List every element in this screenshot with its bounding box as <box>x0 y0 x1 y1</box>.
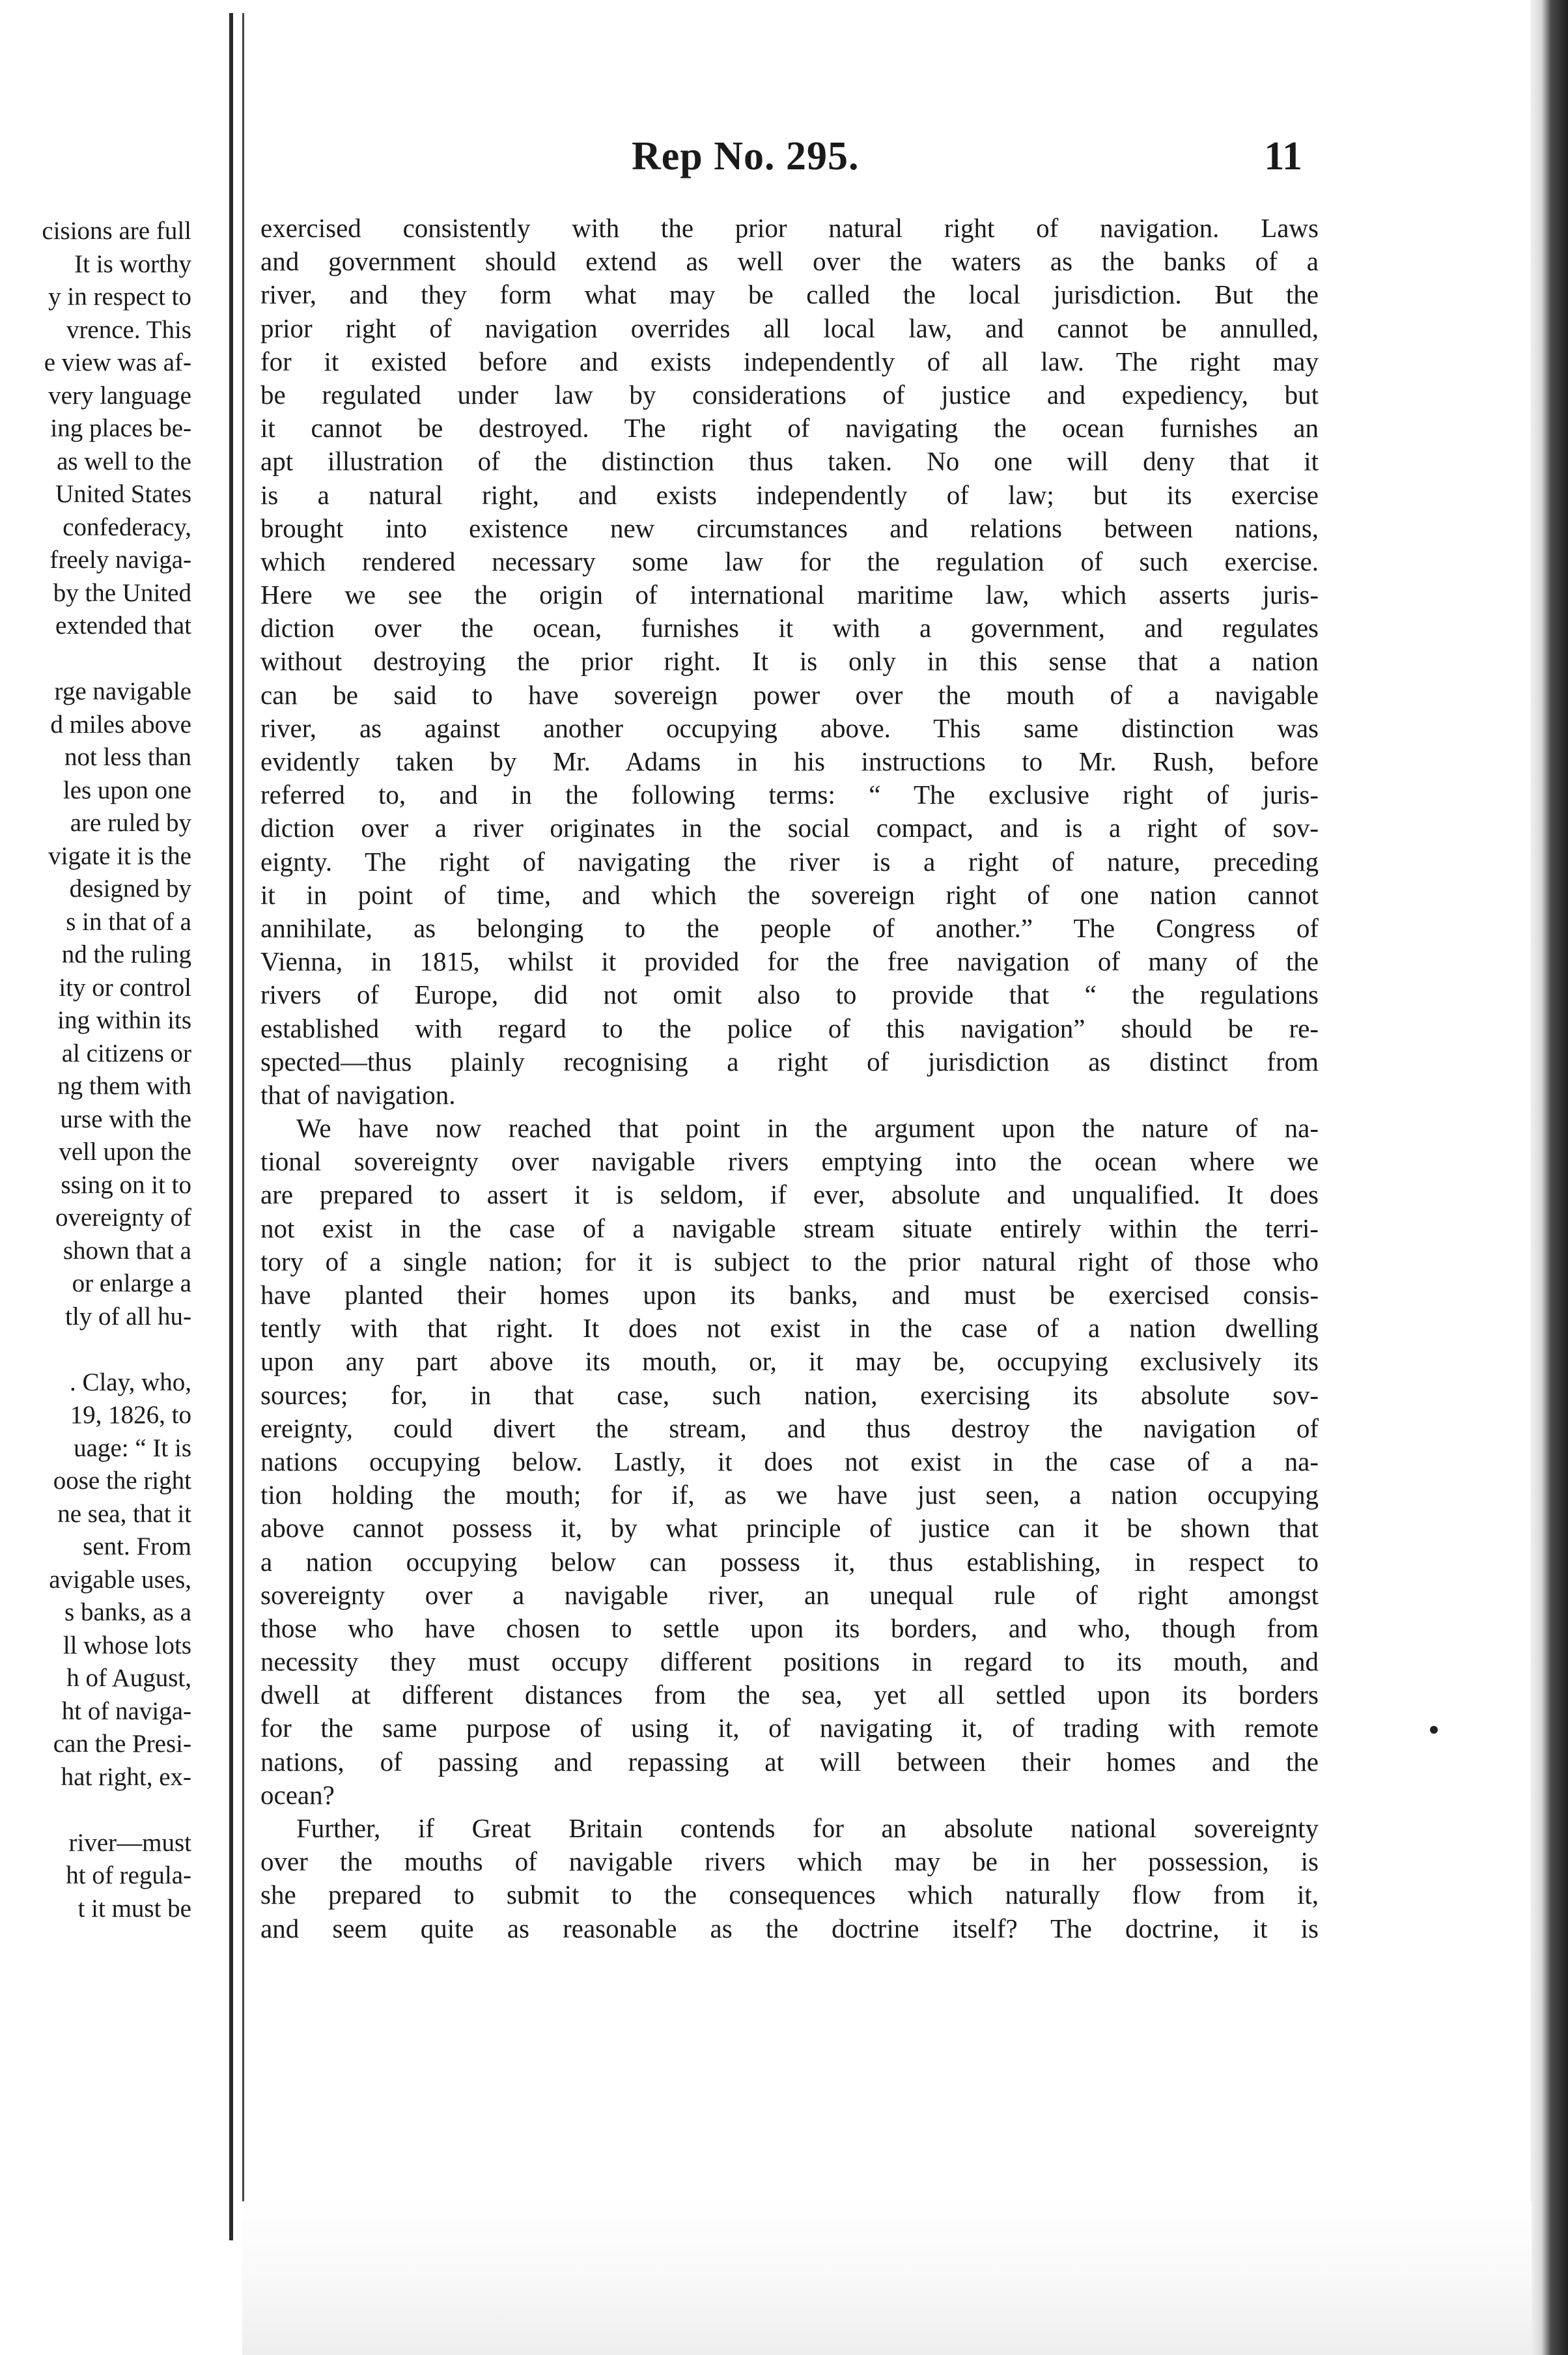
text-line: it cannot be destroyed. The right of navigating the ocean furnishes an <box>260 413 1319 444</box>
text-line: sovereignty over a navigable river, an unequal rule of right amongst <box>260 1579 1319 1610</box>
left-fragment-line: ng them with <box>57 1072 191 1100</box>
left-fragment-line: or enlarge a <box>72 1269 191 1297</box>
left-fragment-line: h of August, <box>66 1664 191 1692</box>
left-fragment-line: vrence. This <box>66 315 191 344</box>
text-line: without destroying the prior right. It is only in this sense that a nation <box>260 646 1319 677</box>
left-fragment-line: sent. From <box>83 1532 191 1560</box>
text-line: prior right of navigation overrides all local law, and cannot be annulled, <box>260 313 1319 343</box>
text-line: can be said to have sovereign power over the mouth of a navigable <box>260 679 1319 710</box>
left-fragment-line: are ruled by <box>70 809 191 837</box>
left-fragment-line: designed by <box>69 875 191 903</box>
left-fragment-line: United States <box>55 480 191 508</box>
running-header <box>632 134 1302 186</box>
left-fragment-line: d miles above <box>50 710 191 739</box>
left-fragment-line: ne sea, that it <box>57 1499 191 1528</box>
text-line: Further, if Great Britain contends for an absolute national sovereignty <box>296 1813 1319 1843</box>
text-line: brought into existence new circumstances and relations between nations, <box>260 513 1319 543</box>
left-fragment-line <box>0 643 195 676</box>
paragraph <box>260 1812 1319 1945</box>
left-fragment-line: avigable uses, <box>49 1565 191 1594</box>
text-line: not exist in the case of a navigable stream situate entirely within the terri- <box>260 1213 1319 1243</box>
text-line: upon any part above its mouth, or, it may be, occupying exclusively its <box>260 1346 1319 1377</box>
left-fragment-line: 19, 1826, to <box>70 1401 191 1429</box>
text-line: those who have chosen to settle upon its borders, and who, though from <box>260 1613 1319 1643</box>
left-fragment-line: very language <box>48 381 191 410</box>
report-title: Rep No. 295. <box>632 134 860 178</box>
left-fragment-line: ht of regula- <box>66 1861 191 1889</box>
left-fragment-line: overeignty of <box>55 1204 191 1232</box>
left-fragment-line: t it must be <box>77 1894 191 1923</box>
page-number: 11 <box>1264 134 1302 178</box>
text-line: tory of a single nation; for it is subject to the prior natural right of those who <box>260 1246 1319 1276</box>
left-fragment-line: by the United <box>53 578 191 607</box>
text-line: nations, of passing and repassing at will between their homes and the <box>260 1746 1319 1777</box>
left-fragment-line: ll whose lots <box>63 1631 191 1659</box>
text-line: which rendered necessary some law for the regulation of such exercise. <box>260 546 1319 576</box>
left-fragment-line: urse with the <box>60 1105 191 1133</box>
text-line: be regulated under law by considerations of justice and expediency, but <box>260 379 1319 410</box>
left-fragment-line: vigate it is the <box>48 841 191 870</box>
left-fragment-line: les upon one <box>63 776 191 804</box>
text-line: established with regard to the police of this navigation” should be re- <box>260 1013 1319 1043</box>
left-fragment-line: e view was af- <box>44 348 191 376</box>
left-fragment-line: vell upon the <box>59 1138 191 1166</box>
left-fragment-line: freely naviga- <box>49 546 191 574</box>
left-page-fragment <box>0 215 195 1925</box>
text-line: spected—thus plainly recognising a right of jurisdiction as distinct from <box>260 1046 1319 1077</box>
left-fragment-line <box>0 1794 195 1827</box>
left-fragment-line: nd the ruling <box>61 940 191 968</box>
left-fragment-line: hat right, ex- <box>61 1762 191 1791</box>
left-fragment-line: shown that a <box>63 1236 191 1265</box>
paragraph <box>260 1112 1319 1812</box>
left-fragment-line: confederacy, <box>63 513 191 541</box>
text-line: over the mouths of navigable rivers which may be in her possession, is <box>260 1846 1319 1877</box>
left-fragment-line: al citizens or <box>61 1039 191 1067</box>
text-line: for the same purpose of using it, of navigating it, of trading with remote <box>260 1713 1319 1743</box>
text-line: eignty. The right of navigating the river is a right of nature, preceding <box>260 846 1319 877</box>
text-line: Here we see the origin of international maritime law, which asserts juris- <box>260 580 1319 610</box>
text-line: and seem quite as reasonable as the doctrine itself? The doctrine, it is <box>260 1913 1319 1943</box>
left-fragment-line: ing within its <box>57 1006 191 1034</box>
left-fragment-line: not less than <box>64 743 191 771</box>
text-line: above cannot possess it, by what principle of justice can it be shown that <box>260 1513 1319 1544</box>
left-fragment-line: ht of naviga- <box>61 1697 191 1725</box>
text-line: apt illustration of the distinction thus taken. No one will deny that it <box>260 446 1319 477</box>
left-fragment-line: uage: “ It is <box>74 1433 191 1462</box>
text-line: We have now reached that point in the argument upon the nature of na- <box>296 1113 1319 1144</box>
left-fragment-line: as well to the <box>57 447 191 475</box>
left-fragment-line: . Clay, who, <box>69 1368 191 1396</box>
text-line: annihilate, as belonging to the people of another.” The Congress of <box>260 912 1319 943</box>
left-fragment-line: s banks, as a <box>64 1598 191 1626</box>
text-line: nations occupying below. Lastly, it does not exist in the case of a na- <box>260 1446 1319 1476</box>
left-fragment-line: y in respect to <box>48 283 191 311</box>
text-line: for it existed before and exists independently of all law. The right may <box>260 346 1319 376</box>
text-line: and government should extend as well over the waters as the banks of a <box>260 246 1319 277</box>
left-fragment-line: can the Presi- <box>53 1730 191 1758</box>
text-line: evidently taken by Mr. Adams in his instructions to Mr. Rush, before <box>260 746 1319 776</box>
main-text-column <box>260 212 1319 1945</box>
text-line: diction over the ocean, furnishes it with a government, and regulates <box>260 613 1319 643</box>
page-gutter-edge <box>242 13 244 2332</box>
left-fragment-line: river—must <box>68 1828 191 1857</box>
page-gutter-line <box>229 13 233 2240</box>
text-line: a nation occupying below can possess it, thus establishing, in respect to <box>260 1546 1319 1577</box>
text-line: river, as against another occupying above. This same distinction was <box>260 712 1319 743</box>
text-line: necessity they must occupy different positions in regard to its mouth, and <box>260 1646 1319 1677</box>
text-line: that of navigation. <box>260 1079 456 1110</box>
left-fragment-line: ing places be- <box>50 414 191 442</box>
left-fragment-line: extended that <box>55 612 191 640</box>
paragraph <box>260 212 1319 1112</box>
ink-speck <box>1430 1726 1438 1734</box>
text-line: it in point of time, and which the sovereign right of one nation cannot <box>260 879 1319 910</box>
left-fragment-line: oose the right <box>53 1467 191 1495</box>
text-line: referred to, and in the following terms: “ The exclusive right of juris- <box>260 780 1319 810</box>
text-line: sources; for, in that case, such nation, exercising its absolute sov- <box>260 1379 1319 1410</box>
right-page-edge <box>1530 0 1568 2355</box>
text-line: exercised consistently with the prior natural right of navigation. Laws <box>260 213 1319 243</box>
text-line: are prepared to assert it is seldom, if ever, absolute and unqualified. It does <box>260 1179 1319 1210</box>
left-fragment-line: ity or control <box>59 973 191 1002</box>
left-fragment-line: rge navigable <box>54 677 191 705</box>
bottom-page-margin <box>242 2201 1532 2355</box>
text-line: Vienna, in 1815, whilst it provided for the free navigation of many of the <box>260 946 1319 977</box>
text-line: ocean? <box>260 1779 335 1810</box>
left-fragment-line: cisions are full <box>42 217 191 245</box>
text-line: have planted their homes upon its banks, and must be exercised consis- <box>260 1280 1319 1310</box>
text-line: tional sovereignty over navigable rivers emptying into the ocean where we <box>260 1146 1319 1177</box>
text-line: rivers of Europe, did not omit also to provide that “ the regulations <box>260 980 1319 1010</box>
text-line: diction over a river originates in the social compact, and is a right of sov- <box>260 813 1319 843</box>
text-line: river, and they form what may be called the local jurisdiction. But the <box>260 279 1319 310</box>
left-fragment-line: ssing on it to <box>61 1170 191 1199</box>
text-line: she prepared to submit to the consequences which naturally flow from it, <box>260 1880 1319 1910</box>
left-fragment-line <box>0 1333 195 1366</box>
left-fragment-line: s in that of a <box>66 907 191 936</box>
text-line: tion holding the mouth; for if, as we have just seen, a nation occupying <box>260 1480 1319 1510</box>
text-line: tently with that right. It does not exist in the case of a nation dwelling <box>260 1313 1319 1344</box>
text-line: is a natural right, and exists independently of law; but its exercise <box>260 479 1319 510</box>
left-fragment-line: It is worthy <box>74 249 191 278</box>
text-line: ereignty, could divert the stream, and thus destroy the navigation of <box>260 1413 1319 1443</box>
left-fragment-line: tly of all hu- <box>65 1302 191 1331</box>
text-line: dwell at different distances from the sea, yet all settled upon its borders <box>260 1680 1319 1710</box>
